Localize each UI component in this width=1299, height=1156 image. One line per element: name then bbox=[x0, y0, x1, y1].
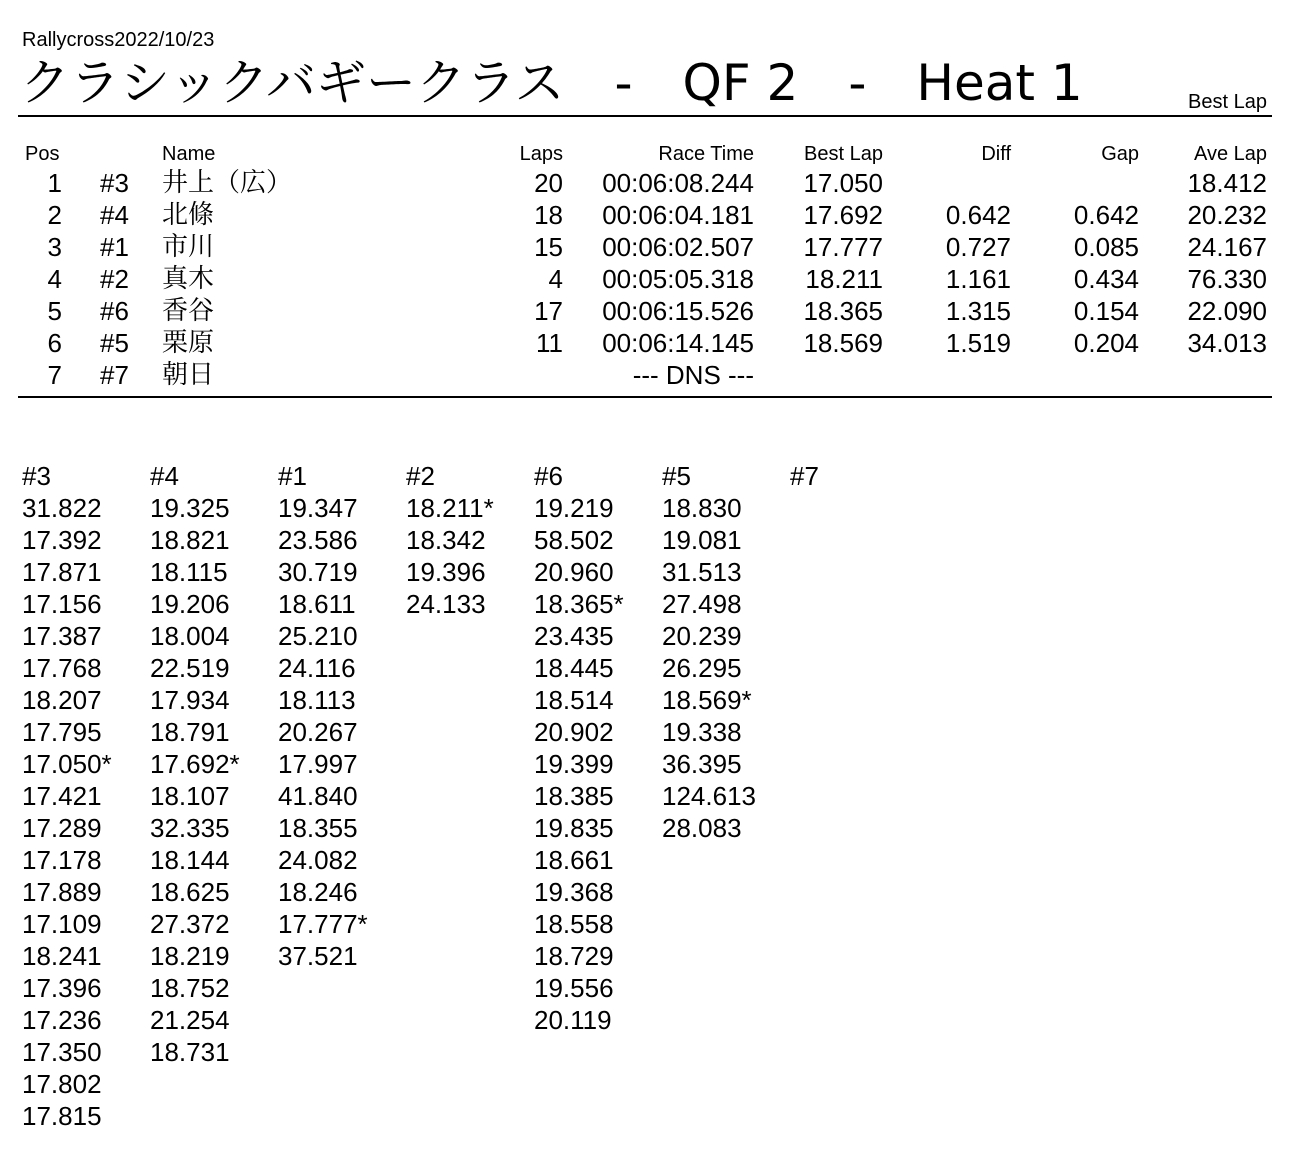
header-rule bbox=[18, 115, 1272, 117]
lap-time: 17.236 bbox=[22, 1005, 102, 1035]
driver-name-cell: 朝日 bbox=[162, 360, 215, 390]
lap-times-column bbox=[662, 460, 787, 844]
race-time-cell: 00:06:04.181 bbox=[602, 200, 754, 230]
lap-time: 20.119 bbox=[534, 1005, 612, 1035]
lap-time: 19.081 bbox=[662, 525, 742, 555]
lap-time: 17.815 bbox=[22, 1101, 102, 1131]
lap-times-car-number: #4 bbox=[150, 461, 179, 491]
lap-time: 20.902 bbox=[534, 717, 614, 747]
lap-time: 17.768 bbox=[22, 653, 102, 683]
lap-time: 18.342 bbox=[406, 525, 486, 555]
lap-time: 23.586 bbox=[278, 525, 358, 555]
result-row bbox=[0, 359, 1299, 391]
ave-lap-cell: 20.232 bbox=[1187, 200, 1267, 230]
lap-time: 41.840 bbox=[278, 781, 358, 811]
lap-time: 124.613 bbox=[662, 781, 756, 811]
lap-time: 19.556 bbox=[534, 973, 614, 1003]
lap-time: 18.830 bbox=[662, 493, 742, 523]
best-lap-cell: 17.777 bbox=[803, 232, 883, 262]
lap-time: 18.445 bbox=[534, 653, 614, 683]
lap-time: 18.514 bbox=[534, 685, 614, 715]
lap-time: 17.350 bbox=[22, 1037, 102, 1067]
race-time-cell: 00:06:15.526 bbox=[602, 296, 754, 326]
race-time-cell: 00:06:14.145 bbox=[602, 328, 754, 358]
diff-cell: 1.519 bbox=[945, 328, 1011, 358]
lap-time: 18.731 bbox=[150, 1037, 230, 1067]
lap-time: 18.241 bbox=[22, 941, 102, 971]
laps-cell: 18 bbox=[534, 200, 563, 230]
lap-time: 28.083 bbox=[662, 813, 742, 843]
diff-cell: 1.161 bbox=[945, 264, 1011, 294]
car-number-cell: #1 bbox=[100, 232, 129, 262]
lap-time: 18.558 bbox=[534, 909, 614, 939]
car-number-cell: #7 bbox=[100, 360, 129, 390]
lap-time: 18.115 bbox=[150, 557, 228, 587]
diff-cell: 1.315 bbox=[945, 296, 1011, 326]
lap-time: 18.791 bbox=[150, 717, 230, 747]
lap-time: 17.934 bbox=[150, 685, 230, 715]
lap-time: 17.795 bbox=[22, 717, 102, 747]
lap-time: 20.267 bbox=[278, 717, 358, 747]
pos-cell: 3 bbox=[47, 232, 62, 262]
car-number-cell: #4 bbox=[100, 200, 129, 230]
lap-times-column bbox=[22, 460, 147, 1132]
lap-time: 18.107 bbox=[150, 781, 230, 811]
best-lap-cell: 18.365 bbox=[803, 296, 883, 326]
result-row bbox=[0, 327, 1299, 359]
lap-time: 18.365* bbox=[534, 589, 624, 619]
lap-time: 18.219 bbox=[150, 941, 230, 971]
lap-time: 17.802 bbox=[22, 1069, 102, 1099]
race-time-cell: 00:06:02.507 bbox=[602, 232, 754, 262]
lap-time: 18.207 bbox=[22, 685, 102, 715]
lap-time: 19.347 bbox=[278, 493, 358, 523]
diff-cell: 0.727 bbox=[945, 232, 1011, 262]
lap-time: 18.569* bbox=[662, 685, 752, 715]
page-title: クラシックバギークラス - QF 2 - Heat 1 bbox=[20, 54, 1083, 112]
lap-time: 17.421 bbox=[22, 781, 102, 811]
lap-times-column bbox=[150, 460, 275, 1068]
lap-time: 18.355 bbox=[278, 813, 358, 843]
lap-time: 19.338 bbox=[662, 717, 742, 747]
lap-time: 18.611 bbox=[278, 589, 356, 619]
lap-time: 17.997 bbox=[278, 749, 358, 779]
lap-time: 19.206 bbox=[150, 589, 230, 619]
pos-cell: 1 bbox=[47, 168, 62, 198]
lap-time: 27.372 bbox=[150, 909, 230, 939]
lap-time: 24.116 bbox=[278, 653, 356, 683]
ave-lap-cell: 76.330 bbox=[1187, 264, 1267, 294]
column-header-ave-lap: Ave Lap bbox=[1193, 143, 1267, 165]
car-number-cell: #3 bbox=[100, 168, 129, 198]
lap-time: 17.889 bbox=[22, 877, 102, 907]
lap-times-car-number: #6 bbox=[534, 461, 563, 491]
lap-time: 17.392 bbox=[22, 525, 102, 555]
lap-time: 20.239 bbox=[662, 621, 742, 651]
best-lap-cell: 17.692 bbox=[803, 200, 883, 230]
lap-time: 17.387 bbox=[22, 621, 102, 651]
lap-time: 37.521 bbox=[278, 941, 358, 971]
gap-cell: 0.204 bbox=[1073, 328, 1139, 358]
laps-cell: 15 bbox=[534, 232, 563, 262]
lap-time: 17.050* bbox=[22, 749, 112, 779]
race-time-cell: 00:05:05.318 bbox=[602, 264, 754, 294]
diff-cell: 0.642 bbox=[945, 200, 1011, 230]
lap-time: 18.246 bbox=[278, 877, 358, 907]
lap-time: 18.752 bbox=[150, 973, 230, 1003]
lap-time: 58.502 bbox=[534, 525, 614, 555]
car-number-cell: #5 bbox=[100, 328, 129, 358]
driver-name-cell: 真木 bbox=[162, 264, 215, 294]
lap-times-car-number: #2 bbox=[406, 461, 435, 491]
lap-time: 19.368 bbox=[534, 877, 614, 907]
ave-lap-cell: 18.412 bbox=[1187, 168, 1267, 198]
lap-time: 18.625 bbox=[150, 877, 230, 907]
lap-times-car-number: #5 bbox=[662, 461, 691, 491]
lap-time: 17.396 bbox=[22, 973, 102, 1003]
ave-lap-cell: 24.167 bbox=[1187, 232, 1267, 262]
gap-cell: 0.154 bbox=[1073, 296, 1139, 326]
lap-time: 27.498 bbox=[662, 589, 742, 619]
lap-time: 23.435 bbox=[534, 621, 614, 651]
laps-cell: 4 bbox=[548, 264, 563, 294]
event-date-label: Rallycross2022/10/23 bbox=[22, 29, 215, 51]
column-header-best-lap: Best Lap bbox=[804, 143, 883, 165]
sort-mode-label: Best Lap bbox=[1188, 91, 1267, 113]
driver-name-cell: 井上（広） bbox=[162, 168, 293, 198]
results-rule bbox=[18, 396, 1272, 398]
driver-name-cell: 栗原 bbox=[162, 328, 215, 358]
lap-time: 18.385 bbox=[534, 781, 614, 811]
gap-cell: 0.642 bbox=[1073, 200, 1139, 230]
lap-time: 30.719 bbox=[278, 557, 358, 587]
lap-times-column bbox=[278, 460, 403, 972]
lap-times-column bbox=[790, 460, 915, 492]
race-time-cell: 00:06:08.244 bbox=[602, 168, 754, 198]
best-lap-cell: 18.569 bbox=[803, 328, 883, 358]
lap-time: 18.211* bbox=[406, 493, 494, 523]
column-header-diff: Diff bbox=[981, 143, 1011, 165]
best-lap-cell: 18.211 bbox=[805, 264, 883, 294]
lap-times-car-number: #7 bbox=[790, 461, 819, 491]
lap-time: 17.109 bbox=[22, 909, 102, 939]
result-row bbox=[0, 295, 1299, 327]
ave-lap-cell: 22.090 bbox=[1187, 296, 1267, 326]
lap-time: 22.519 bbox=[150, 653, 230, 683]
laps-cell: 17 bbox=[534, 296, 563, 326]
lap-time: 21.254 bbox=[150, 1005, 230, 1035]
result-row bbox=[0, 263, 1299, 295]
gap-cell: 0.085 bbox=[1073, 232, 1139, 262]
driver-name-cell: 北條 bbox=[162, 200, 215, 230]
pos-cell: 5 bbox=[47, 296, 62, 326]
lap-time: 18.004 bbox=[150, 621, 230, 651]
lap-times-column bbox=[534, 460, 659, 1036]
driver-name-cell: 市川 bbox=[162, 232, 215, 262]
gap-cell: 0.434 bbox=[1073, 264, 1139, 294]
result-row bbox=[0, 199, 1299, 231]
result-row bbox=[0, 231, 1299, 263]
lap-time: 19.399 bbox=[534, 749, 614, 779]
column-header-name: Name bbox=[162, 143, 216, 165]
lap-time: 36.395 bbox=[662, 749, 742, 779]
lap-time: 17.777* bbox=[278, 909, 368, 939]
car-number-cell: #2 bbox=[100, 264, 129, 294]
driver-name-cell: 香谷 bbox=[162, 296, 215, 326]
lap-time: 32.335 bbox=[150, 813, 230, 843]
lap-time: 25.210 bbox=[278, 621, 358, 651]
lap-time: 18.144 bbox=[150, 845, 230, 875]
column-header-race-time: Race Time bbox=[658, 143, 754, 165]
lap-time: 19.325 bbox=[150, 493, 230, 523]
laps-cell: 11 bbox=[536, 328, 563, 358]
race-time-cell: --- DNS --- bbox=[632, 360, 754, 390]
lap-time: 17.871 bbox=[22, 557, 102, 587]
lap-time: 20.960 bbox=[534, 557, 614, 587]
lap-time: 24.082 bbox=[278, 845, 358, 875]
lap-time: 26.295 bbox=[662, 653, 742, 683]
lap-time: 31.513 bbox=[662, 557, 742, 587]
pos-cell: 7 bbox=[47, 360, 62, 390]
pos-cell: 4 bbox=[47, 264, 62, 294]
pos-cell: 2 bbox=[47, 200, 62, 230]
lap-time: 19.219 bbox=[534, 493, 614, 523]
lap-time: 17.156 bbox=[22, 589, 102, 619]
lap-times-column bbox=[406, 460, 531, 620]
lap-time: 31.822 bbox=[22, 493, 102, 523]
pos-cell: 6 bbox=[47, 328, 62, 358]
lap-time: 18.113 bbox=[278, 685, 356, 715]
best-lap-cell: 17.050 bbox=[803, 168, 883, 198]
lap-time: 17.289 bbox=[22, 813, 102, 843]
lap-time: 17.178 bbox=[22, 845, 102, 875]
lap-time: 19.396 bbox=[406, 557, 486, 587]
lap-time: 18.821 bbox=[150, 525, 230, 555]
laps-cell: 20 bbox=[534, 168, 563, 198]
column-header-gap: Gap bbox=[1101, 143, 1139, 165]
column-header-laps: Laps bbox=[519, 143, 563, 165]
lap-time: 17.692* bbox=[150, 749, 240, 779]
ave-lap-cell: 34.013 bbox=[1187, 328, 1267, 358]
lap-times-car-number: #1 bbox=[278, 461, 307, 491]
lap-time: 19.835 bbox=[534, 813, 614, 843]
lap-times-car-number: #3 bbox=[22, 461, 51, 491]
lap-time: 24.133 bbox=[406, 589, 486, 619]
result-row bbox=[0, 167, 1299, 199]
car-number-cell: #6 bbox=[100, 296, 129, 326]
column-header-pos: Pos bbox=[25, 143, 60, 165]
lap-time: 18.661 bbox=[534, 845, 614, 875]
lap-time: 18.729 bbox=[534, 941, 614, 971]
